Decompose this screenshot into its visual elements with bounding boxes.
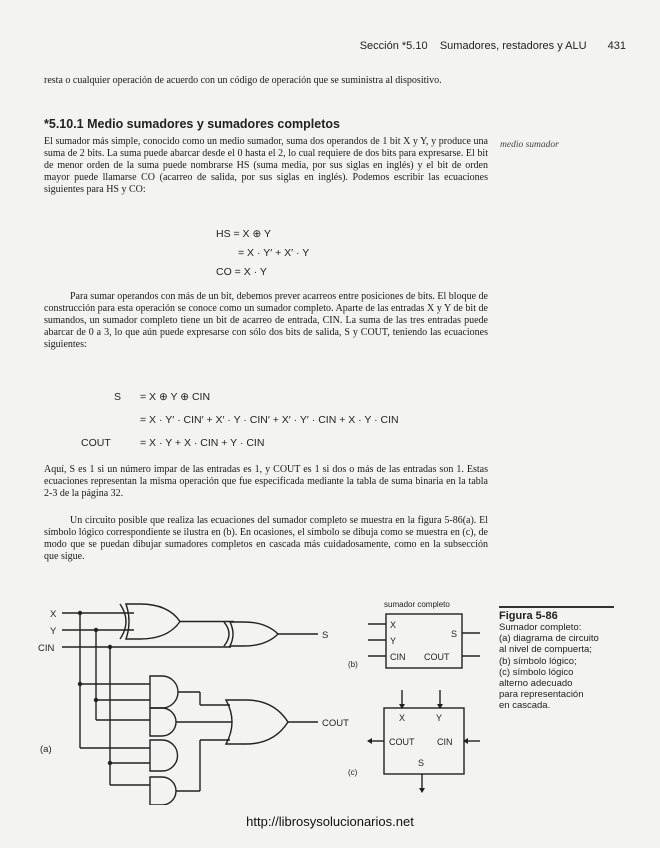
margin-note: medio sumador: [500, 140, 559, 150]
label-input-x: X: [50, 609, 57, 620]
and-gate-2: [150, 740, 178, 771]
equation-cout-lhs: COUT: [81, 437, 111, 449]
xor-gate-1-back: [120, 604, 126, 639]
paragraph-4: Un circuito posible que realiza las ecuaciones del sumador completo se muestra en la figura 5-86(a). El símbolo lógico correspondiente se ilustra en (b). En ocasiones, el símbolo se dibuja como se muestra en (c), de modo que se puedan dibujar sumadores completos en cascada más cuidadosamente, como en la subsección que sigue.: [44, 515, 488, 563]
and-gate-3: [150, 708, 176, 736]
equation-hs: HS = X ⊕ Y: [216, 228, 272, 240]
xor-gate-2: [230, 622, 278, 646]
caption-line: en cascada.: [499, 700, 551, 712]
xor-gate-2-back: [224, 622, 229, 646]
header-section: Sección *5.10: [359, 40, 428, 52]
symbol-c-s: S: [418, 758, 425, 768]
symbol-b-s: S: [451, 629, 458, 639]
symbol-b-cout: COUT: [424, 652, 450, 662]
figure-title: Figura 5-86: [499, 606, 614, 622]
caption-line: (b) símbolo lógico;: [499, 655, 577, 667]
label-c: (c): [348, 768, 358, 777]
xor-gate-1: [126, 604, 180, 639]
caption-line: Sumador completo:: [499, 622, 582, 633]
header-title: Sumadores, restadores y ALU: [439, 40, 587, 52]
intro-paragraph: resta o cualquier operación de acuerdo con un código de operación que se suministra al dispositivo.: [44, 75, 442, 86]
equation-hs-expanded: = X · Y′ + X′ · Y: [238, 247, 310, 259]
figure-5-86: [0, 590, 500, 805]
label-a: (a): [40, 744, 52, 755]
label-input-cin: CIN: [38, 643, 55, 654]
symbol-c-x: X: [399, 713, 406, 723]
caption-line: para representación: [499, 689, 584, 701]
symbol-b-x: X: [390, 620, 397, 630]
paragraph-3: Aquí, S es 1 si un número impar de las entradas es 1, y COUT es 1 si dos o más de las entradas son 1. Estas ecuaciones representan la misma operación que fue especificada mediante la tabla de suma binaria en la tabla 2-3 de la página 32.: [44, 464, 488, 500]
figure-caption: [499, 622, 611, 712]
paragraph-1: El sumador más simple, conocido como un medio sumador, suma dos operandos de 1 bit X y Y, y produce una suma de 2 bits. La suma puede abarcar desde el 0 hasta el 2, lo cual requiere de dos bits para expresarse. El bit de menor orden de la suma puede nombrarse HS (suma media, por sus siglas en inglés) y el bit de orden mayor puede llamarse CO (acarreo de salida, por sus siglas en inglés). Podemos escribir las ecuaciones siguientes para HS y CO:: [44, 136, 488, 196]
equation-cout-rhs: = X · Y + X · CIN + Y · CIN: [140, 437, 265, 449]
symbol-b-y: Y: [390, 636, 397, 646]
equation-s-rhs: = X ⊕ Y ⊕ CIN: [140, 391, 211, 403]
or-gate: [226, 700, 288, 744]
symbol-c-y: Y: [436, 713, 443, 723]
label-b: (b): [348, 660, 358, 669]
page-number: 431: [607, 40, 626, 52]
equation-s-lhs: S: [114, 391, 122, 403]
caption-line: al nivel de compuerta;: [499, 644, 592, 656]
label-input-y: Y: [50, 626, 57, 637]
paragraph-2: Para sumar operandos con más de un bit, debemos prever acarreos entre posiciones de bits. El bloque de construcción para esta operación se conoce como un sumador completo. Aparte de las entradas X y Y de bit de sumandos, un sumador completo tiene un bit de acarreo de entrada, CIN. La suma de las tres entradas puede abarcar de 0 a 3, lo que aún puede expresarse con sólo dos bits de salida, S y COUT, teniendo las ecuaciones siguientes:: [44, 291, 488, 351]
symbol-c-cout: COUT: [389, 737, 415, 747]
equation-co: CO = X · Y: [216, 266, 267, 278]
and-gate-4: [150, 777, 176, 805]
symbol-b-cin: CIN: [390, 652, 406, 662]
label-output-s: S: [322, 630, 329, 641]
and-gate-1: [150, 676, 178, 708]
symbol-c-cin: CIN: [437, 737, 453, 747]
caption-line: (a) diagrama de circuito: [499, 633, 599, 645]
footer-url[interactable]: http://librosysolucionarios.net: [246, 814, 414, 829]
section-heading: *5.10.1 Medio sumadores y sumadores completos: [44, 117, 340, 131]
page-header: [0, 40, 626, 52]
caption-line: (c) símbolo lógico: [499, 666, 574, 678]
label-output-cout: COUT: [322, 718, 349, 729]
equation-s-expanded: = X · Y′ · CIN′ + X′ · Y · CIN′ + X′ · Y′ · CIN + X · Y · CIN: [140, 414, 399, 426]
circuit-diagram-a: [62, 604, 318, 805]
symbol-b-title: sumador completo: [384, 600, 450, 609]
caption-line: alterno adecuado: [499, 678, 573, 690]
